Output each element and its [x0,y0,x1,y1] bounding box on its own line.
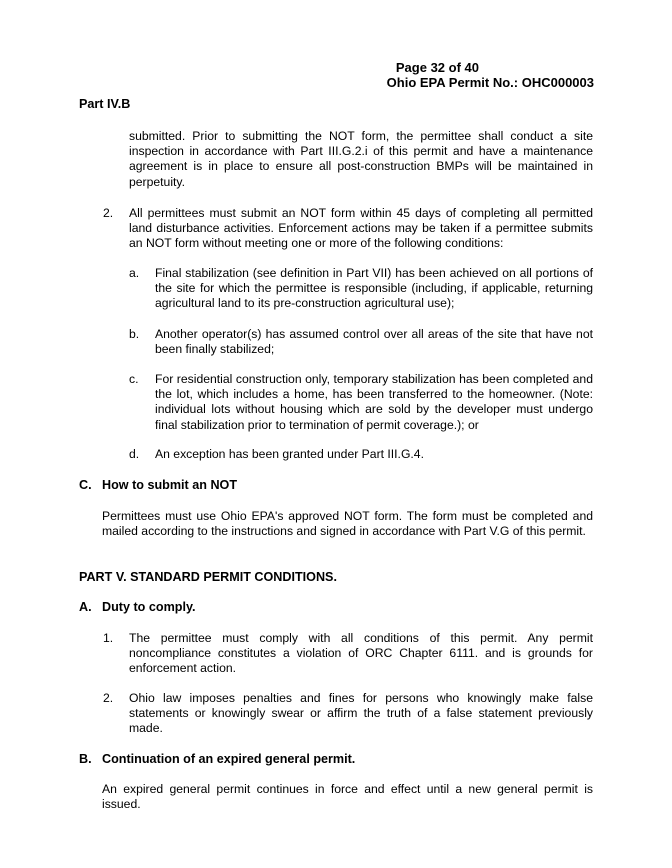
section-a-item-1-number: 1. [103,631,114,645]
section-a-item-2-number: 2. [103,691,114,705]
section-b-title: Continuation of an expired general permit. [102,752,356,766]
subitem-b-text: Another operator(s) has assumed control over all areas of the site that have not been finally stabilized; [155,327,593,357]
section-c-text: Permittees must use Ohio EPA's approved NOT form. The form must be completed and mailed according to the instructions and signed in accordance with Part V.G of this permit. [102,509,593,539]
continuation-paragraph: submitted. Prior to submitting the NOT form, the permittee shall conduct a site inspection in accordance with Part III.G.2.i of this permit and have a maintenance agreement is in place to ensure all post-construction BMPs will be maintained in perpetuity. [129,129,593,189]
section-a-title: Duty to comply. [102,600,196,614]
subitem-d-text: An exception has been granted under Part III.G.4. [155,447,424,461]
section-c-title: How to submit an NOT [102,478,238,492]
part-label: Part IV.B [79,97,131,111]
item-2-text: All permittees must submit an NOT form within 45 days of completing all permitted land disturbance activities. Enforcement actions may be taken if a permittee submits an NOT form without meeting one or more of the following conditions: [129,206,593,251]
section-b-letter: B. [79,752,92,766]
section-a-item-1-text: The permittee must comply with all conditions of this permit. Any permit noncompliance constitutes a violation of ORC Chapter 6111. and is grounds for enforcement action. [129,631,593,676]
item-2-number: 2. [103,206,114,220]
section-a-letter: A. [79,600,92,614]
page-number: Page 32 of 40 [395,60,479,75]
section-b-text: An expired general permit continues in force and effect until a new general permit is issued. [102,782,593,812]
section-c-letter: C. [79,478,92,492]
subitem-d-letter: d. [129,447,140,461]
subitem-c-letter: c. [129,372,139,386]
part-v-title: PART V. STANDARD PERMIT CONDITIONS. [79,570,337,584]
subitem-c-text: For residential construction only, temporary stabilization has been completed and the lot, which includes a home, has been transferred to the homeowner. (Note: individual lots without housing which are sold by the developer must undergo final stabilization prior to termination of permit coverage.); or [155,372,593,432]
permit-number: Ohio EPA Permit No.: OHC000003 [386,75,594,90]
subitem-a-text: Final stabilization (see definition in Part VII) has been achieved on all portions of the site for which the permittee is responsible (including, if applicable, returning agricultural land to its pre-construction agricultural use); [155,266,593,311]
section-a-item-2-text: Ohio law imposes penalties and fines for persons who knowingly make false statements or knowingly swear or affirm the truth of a false statement previously made. [129,691,593,736]
subitem-b-letter: b. [129,327,140,341]
subitem-a-letter: a. [129,266,140,280]
